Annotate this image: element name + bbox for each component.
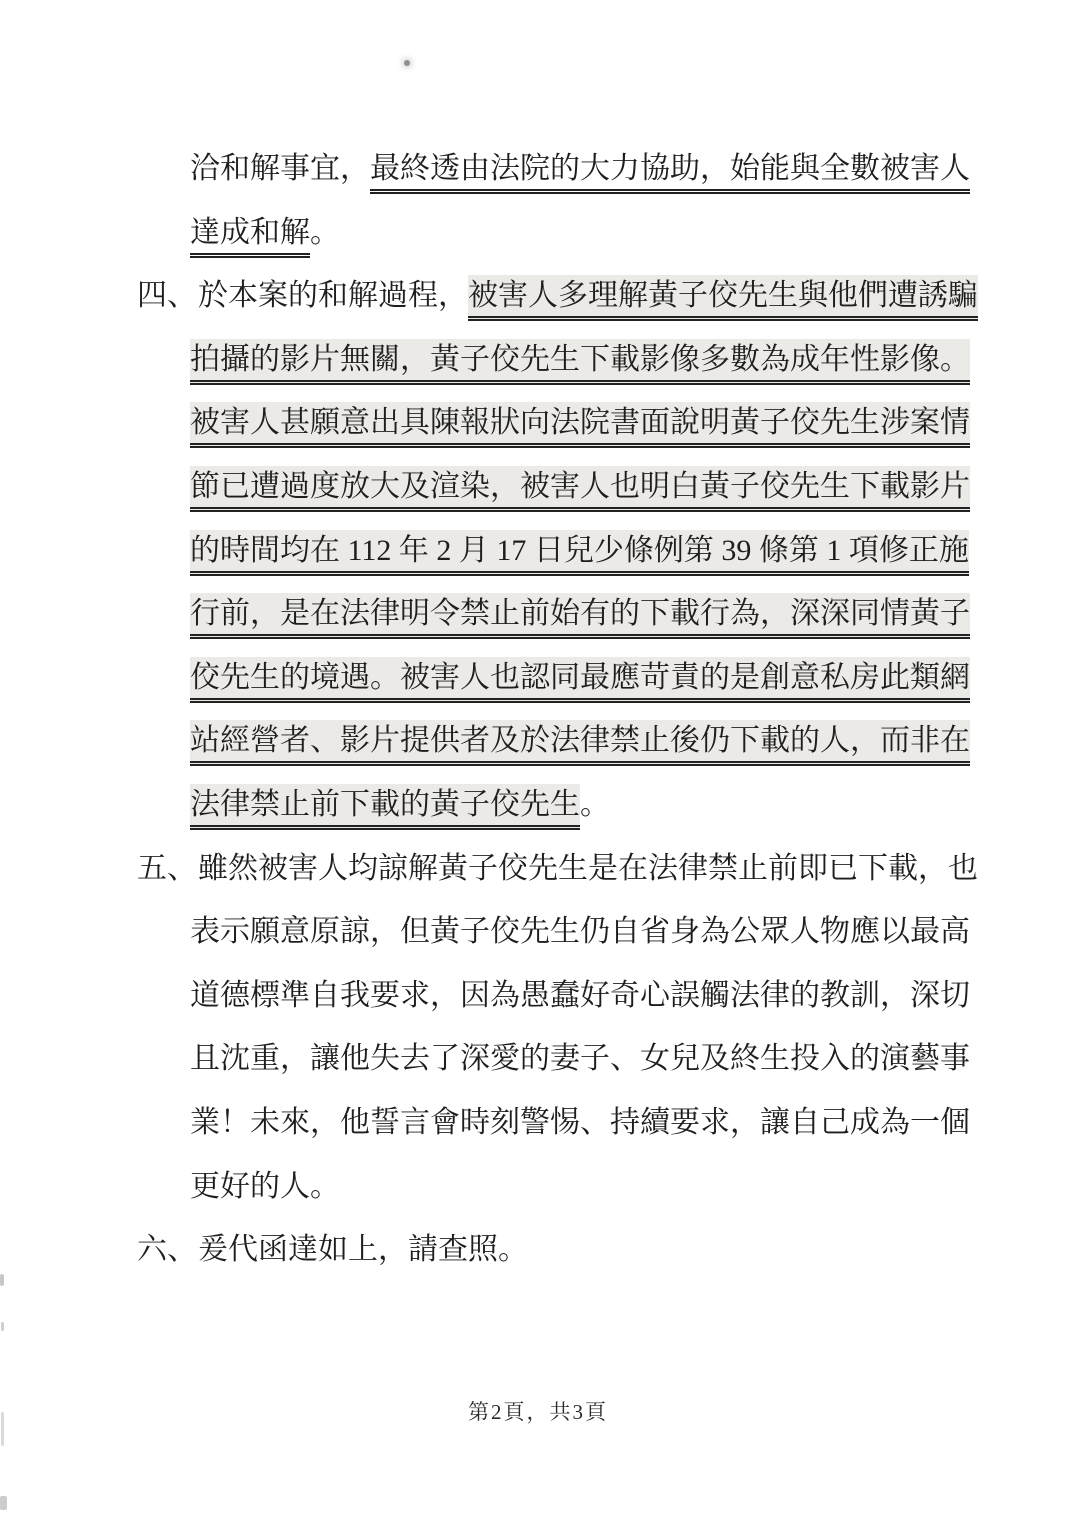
text-segment: 佼先生的境遇。被害人也認同最應苛責的是創意私房此類網 <box>190 661 970 703</box>
text-segment: 更好的人。 <box>190 1169 340 1203</box>
text-line <box>0 150 1076 214</box>
page-footer <box>0 1396 1076 1426</box>
text-segment: 的時間均在 112 年 2 月 17 日兒少條例第 39 條第 1 項修正施 <box>190 534 969 576</box>
document-body <box>0 150 1076 1295</box>
text-line <box>0 850 1076 914</box>
text-segment: 最終透由法院的大力協助，始能與全數被害人 <box>370 152 970 194</box>
text-line <box>0 659 1076 723</box>
text-segment: 業！未來，他誓言會時刻警惕、持續要求，讓自己成為一個 <box>190 1105 970 1139</box>
text-segment: 道德標準自我要求，因為愚蠢好奇心誤觸法律的教訓，深切 <box>190 978 970 1012</box>
text-line <box>0 277 1076 341</box>
text-segment: 被害人多理解黃子佼先生與他們遭誘騙 <box>468 279 978 321</box>
text-line <box>0 532 1076 596</box>
text-line <box>0 214 1076 278</box>
text-segment: 於本案的和解過程， <box>198 279 468 313</box>
text-line <box>0 913 1076 977</box>
list-item-label: 五、 <box>137 851 197 885</box>
text-segment: 節已遭過度放大及渲染，被害人也明白黃子佼先生下載影片 <box>190 470 970 512</box>
text-line <box>0 1168 1076 1232</box>
text-line <box>0 1040 1076 1104</box>
text-segment: 。 <box>580 787 610 821</box>
text-line <box>0 595 1076 659</box>
text-segment: 達成和解 <box>190 216 310 258</box>
list-item-label: 四、 <box>137 279 197 313</box>
text-segment: 法律禁止前下載的黃子佼先生 <box>190 788 580 830</box>
text-segment: 站經營者、影片提供者及於法律禁止後仍下載的人，而非在 <box>190 724 970 766</box>
page-number: 第2頁，共3頁 <box>468 1400 608 1424</box>
text-line <box>0 786 1076 850</box>
text-line <box>0 977 1076 1041</box>
document-lines <box>0 150 1076 1295</box>
text-segment: 。 <box>310 215 340 249</box>
text-segment: 拍攝的影片無關，黃子佼先生下載影像多數為成年性影像。 <box>190 343 970 385</box>
list-item-label: 六、 <box>137 1233 197 1267</box>
text-segment: 被害人甚願意出具陳報狀向法院書面說明黃子佼先生涉案情 <box>190 406 970 448</box>
text-segment: 且沈重，讓他失去了深愛的妻子、女兒及終生投入的演藝事 <box>190 1042 970 1076</box>
scan-edge-mark <box>0 1496 7 1510</box>
text-segment: 表示願意原諒，但黃子佼先生仍自省身為公眾人物應以最高 <box>190 915 970 949</box>
text-line <box>0 341 1076 405</box>
text-line <box>0 468 1076 532</box>
text-segment: 雖然被害人均諒解黃子佼先生是在法律禁止前即已下載，也 <box>198 851 978 885</box>
text-segment: 洽和解事宜， <box>190 152 370 185</box>
scan-speck <box>404 60 410 66</box>
text-line <box>0 722 1076 786</box>
text-line <box>0 1104 1076 1168</box>
scan-edge-mark <box>1 1322 4 1331</box>
text-line <box>0 1231 1076 1295</box>
text-segment: 行前，是在法律明令禁止前始有的下載行為，深深同情黃子 <box>190 597 970 639</box>
text-segment: 爰代函達如上，請查照。 <box>198 1233 528 1267</box>
text-line <box>0 404 1076 468</box>
